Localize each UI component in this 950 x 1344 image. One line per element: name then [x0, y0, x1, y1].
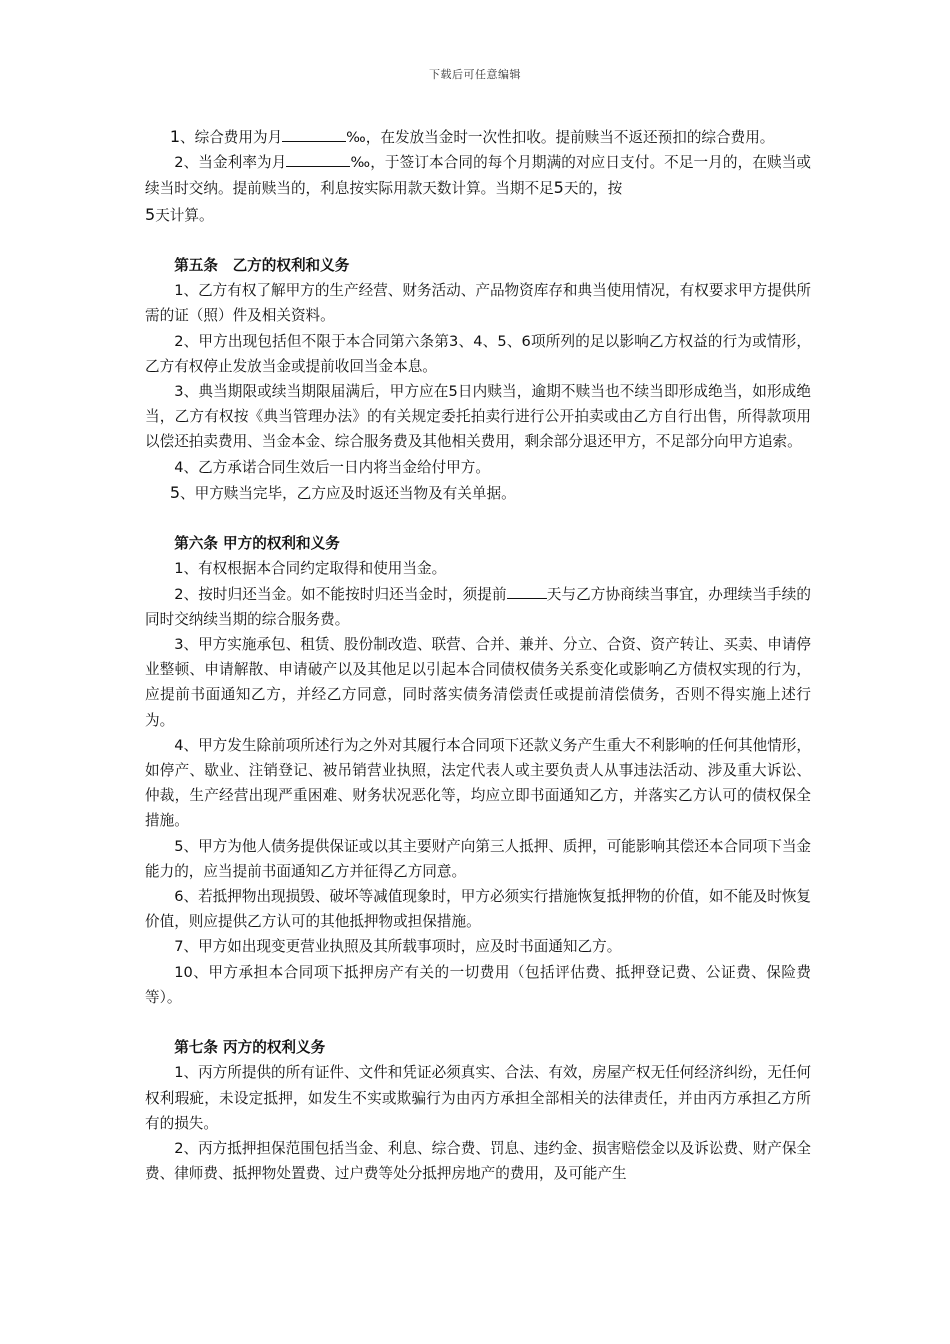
section-title: 第七条 丙方的权利义务 [174, 1039, 326, 1057]
clause-item: 3、甲方实施承包、租赁、股份制改造、联营、合并、兼并、分立、合资、资产转让、买卖、申请停业整顿、申请解散、申请破产以及其他足以引起本合同债权债务关系变化或影响乙方债权实现的行为，应提前书面通知乙方，并经乙方同意，同时落实债务清偿责任或提前清偿债务，否则不得实施上述行为。 [145, 636, 812, 729]
clause-item: 6、若抵押物出现损毁、破坏等减值现象时，甲方必须实行措施恢复抵押物的价值，如不能及时恢复价值，则应提供乙方认可的其他抵押物或担保措施。 [145, 888, 812, 931]
clause-number: 1 [169, 127, 180, 146]
clause-number: 5 [145, 204, 156, 224]
fill-blank [282, 125, 346, 142]
clause-number: 5 [169, 482, 180, 502]
clause-text: 天计算。 [155, 206, 214, 224]
clause-item: 1、丙方所提供的所有证件、文件和凭证必须真实、合法、有效，房屋产权无任何经济纠纷，无任何权利瑕疵，未设定抵押，如发生不实或欺骗行为由丙方承担全部相关的法律责任，并由丙方承担乙方所有的损失。 [145, 1064, 812, 1132]
clause-item [145, 480, 811, 506]
clause-text: ‰，于签订本合同的每个月期满的对应日支付。不足一月的，在赎当或续当时交纳。提前赎当的，利息按实际用款天数计算。当期不足 [145, 154, 811, 198]
clause-item: 1、乙方有权了解甲方的生产经营、财务活动、产品物资库存和典当使用情况，有权要求甲方提供所需的证（照）件及相关资料。 [145, 282, 812, 325]
clause-item: 7、甲方如出现变更营业执照及其所载事项时，应及时书面通知乙方。 [174, 938, 622, 956]
clause-text: 、甲方赎当完毕，乙方应及时返还当物及有关单据。 [180, 484, 516, 502]
fill-blank [507, 582, 547, 599]
interest-clause [145, 150, 811, 228]
page-header: 下载后可任意编辑 [429, 68, 521, 81]
clause-text: 2、按时归还当金。如不能按时归还当金时，须提前 [174, 585, 507, 603]
document-body [145, 124, 811, 1186]
clause-item: 5、甲方为他人债务提供保证或以其主要财产向第三人抵押、质押，可能影响其偿还本合同项下当金能力的，应当提前书面通知乙方并征得乙方同意。 [145, 837, 812, 880]
clause-text: 天与乙方协商续当事宜，办理续当手续的同时交纳续当期的综合服务费。 [145, 585, 811, 628]
clause-item: 1、有权根据本合同约定取得和使用当金。 [174, 560, 447, 578]
clause-number: 5 [553, 178, 564, 198]
clause-item: 4、甲方发生除前项所述行为之外对其履行本合同项下还款义务产生重大不利影响的任何其他情形，如停产、歇业、注销登记、被吊销营业执照，法定代表人或主要负责人从事违法活动、涉及重大诉讼、仲裁，生产经营出现严重困难、财务状况恶化等，均应立即书面通知乙方，并落实乙方认可的债权保全措施。 [145, 736, 812, 830]
clause-text: 天的，按 [563, 180, 623, 198]
clause-text: 、综合费用为月 [180, 129, 283, 146]
clause-item: 2、丙方抵押担保范围包括当金、利息、综合费、罚息、违约金、损害赔偿金以及诉讼费、财产保全费、律师费、抵押物处置费、过户费等处分抵押房地产的费用，及可能产生 [145, 1140, 812, 1183]
clause-text: 2、当金利率为月 [174, 154, 287, 172]
section-title: 第五条 乙方的权利和义务 [174, 257, 350, 274]
section-title: 第六条 甲方的权利和义务 [174, 535, 340, 553]
clause-item: 10、甲方承担本合同项下抵押房产有关的一切费用（包括评估费、抵押登记费、公证费、保险费等）。 [145, 963, 811, 1006]
clause-item [145, 582, 811, 632]
clause-text: ‰，在发放当金时一次性扣收。提前赎当不返还预扣的综合费用。 [346, 129, 775, 146]
clause-item: 4、乙方承诺合同生效后一日内将当金给付甲方。 [174, 458, 490, 476]
fee-clause [145, 124, 811, 150]
clause-item: 3、典当期限或续当期限届满后，甲方应在5日内赎当，逾期不赎当也不续当即形成绝当，如形成绝当，乙方有权按《典当管理办法》的有关规定委托拍卖行进行公开拍卖或由乙方自行出售，所得款项用以偿还拍卖费用、当金本金、综合服务费及其他相关费用，剩余部分退还甲方，不足部分向甲方追索。 [145, 383, 811, 451]
fill-blank [286, 150, 350, 167]
clause-item: 2、甲方出现包括但不限于本合同第六条第3、4、5、6项所列的足以影响乙方权益的行为或情形，乙方有权停止发放当金或提前收回当金本息。 [145, 332, 811, 375]
